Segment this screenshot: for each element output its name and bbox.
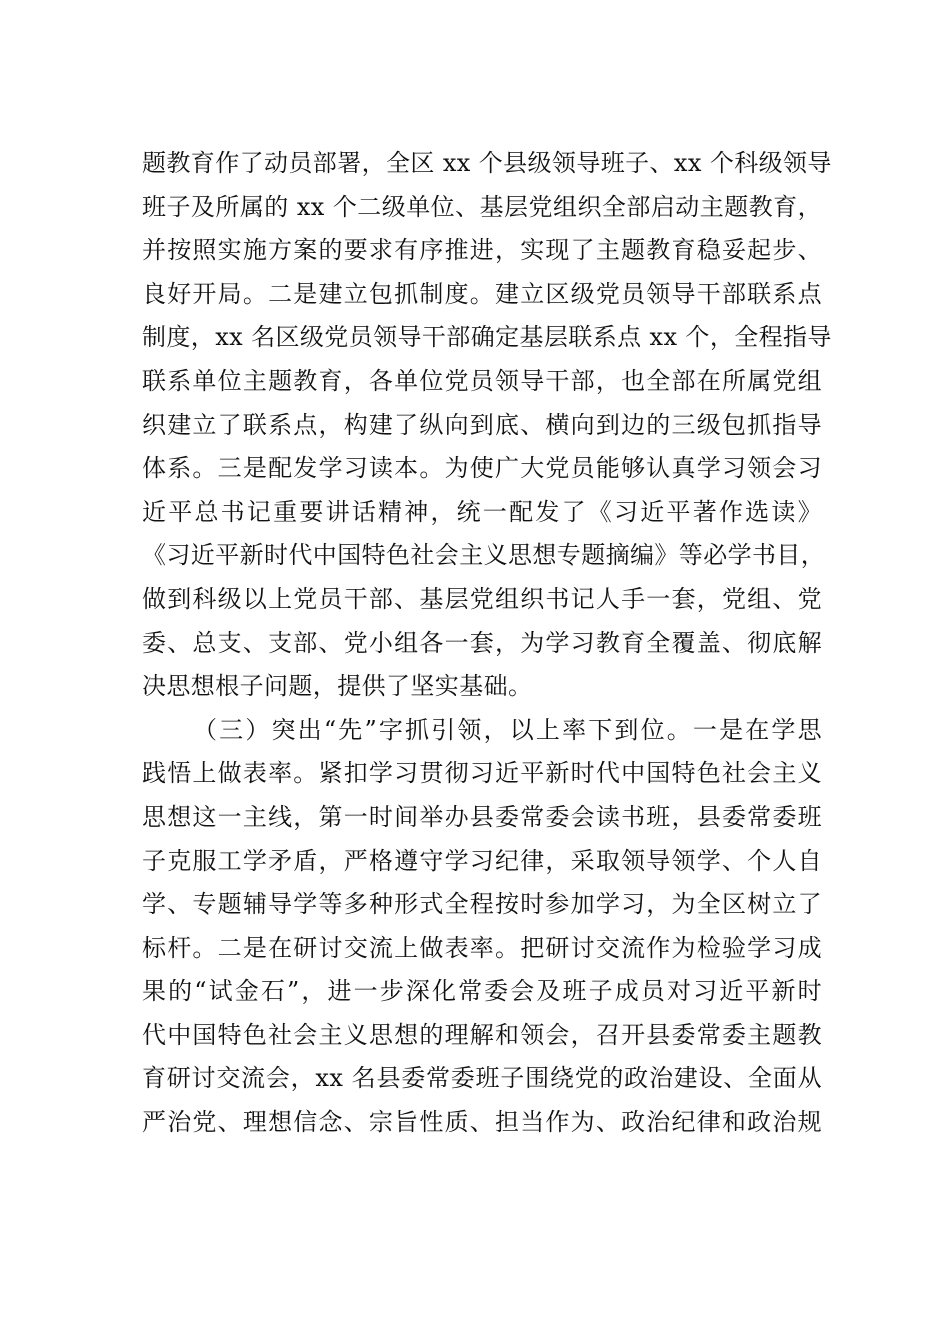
text-line: 班子及所属的 xx 个二级单位、基层党组织全部启动主题教育， bbox=[142, 192, 822, 221]
text-line: 果的“试金石”，进一步深化常委会及班子成员对习近平新时 bbox=[142, 977, 822, 1006]
text-line: 代中国特色社会主义思想的理解和领会，召开县委常委主题教 bbox=[142, 1020, 822, 1049]
text-line: 题教育作了动员部署，全区 xx 个县级领导班子、xx 个科级领导 bbox=[142, 149, 832, 177]
text-line: （三）突出“先”字抓引领，以上率下到位。一是在学思 bbox=[193, 715, 822, 744]
text-line: 决思想根子问题，提供了坚实基础。 bbox=[142, 672, 533, 701]
text-line: 做到科级以上党员干部、基层党组织书记人手一套，党组、党 bbox=[142, 584, 822, 613]
text-line: 联系单位主题教育，各单位党员领导干部，也全部在所属党组 bbox=[142, 366, 822, 395]
text-line: 并按照实施方案的要求有序推进，实现了主题教育稳妥起步、 bbox=[142, 236, 822, 265]
text-line: 育研讨交流会，xx 名县委常委班子围绕党的政治建设、全面从 bbox=[142, 1064, 822, 1093]
paragraph-1 bbox=[142, 142, 832, 709]
text-line: 体系。三是配发学习读本。为使广大党员能够认真学习领会习 bbox=[142, 454, 822, 483]
paragraph-2 bbox=[142, 709, 822, 1145]
text-line: 严治党、理想信念、宗旨性质、担当作为、政治纪律和政治规 bbox=[142, 1108, 822, 1137]
text-line: 标杆。二是在研讨交流上做表率。把研讨交流作为检验学习成 bbox=[142, 933, 822, 962]
text-line: 践悟上做表率。紧扣学习贯彻习近平新时代中国特色社会主义 bbox=[142, 759, 822, 788]
text-line: 制度，xx 名区级党员领导干部确定基层联系点 xx 个，全程指导 bbox=[142, 323, 832, 352]
text-line: 近平总书记重要讲话精神，统一配发了《习近平著作选读》 bbox=[142, 497, 822, 526]
document-body bbox=[142, 142, 832, 1145]
text-line: 学、专题辅导学等多种形式全程按时参加学习，为全区树立了 bbox=[142, 890, 822, 919]
text-line: 织建立了联系点，构建了纵向到底、横向到边的三级包抓指导 bbox=[142, 410, 822, 439]
text-line: 思想这一主线，第一时间举办县委常委会读书班，县委常委班 bbox=[142, 802, 822, 831]
text-line: 良好开局。二是建立包抓制度。建立区级党员领导干部联系点 bbox=[142, 279, 822, 308]
text-line: 委、总支、支部、党小组各一套，为学习教育全覆盖、彻底解 bbox=[142, 628, 822, 657]
text-line: 子克服工学矛盾，严格遵守学习纪律，采取领导领学、个人自 bbox=[142, 846, 822, 875]
text-line: 《习近平新时代中国特色社会主义思想专题摘编》等必学书目， bbox=[142, 541, 826, 570]
